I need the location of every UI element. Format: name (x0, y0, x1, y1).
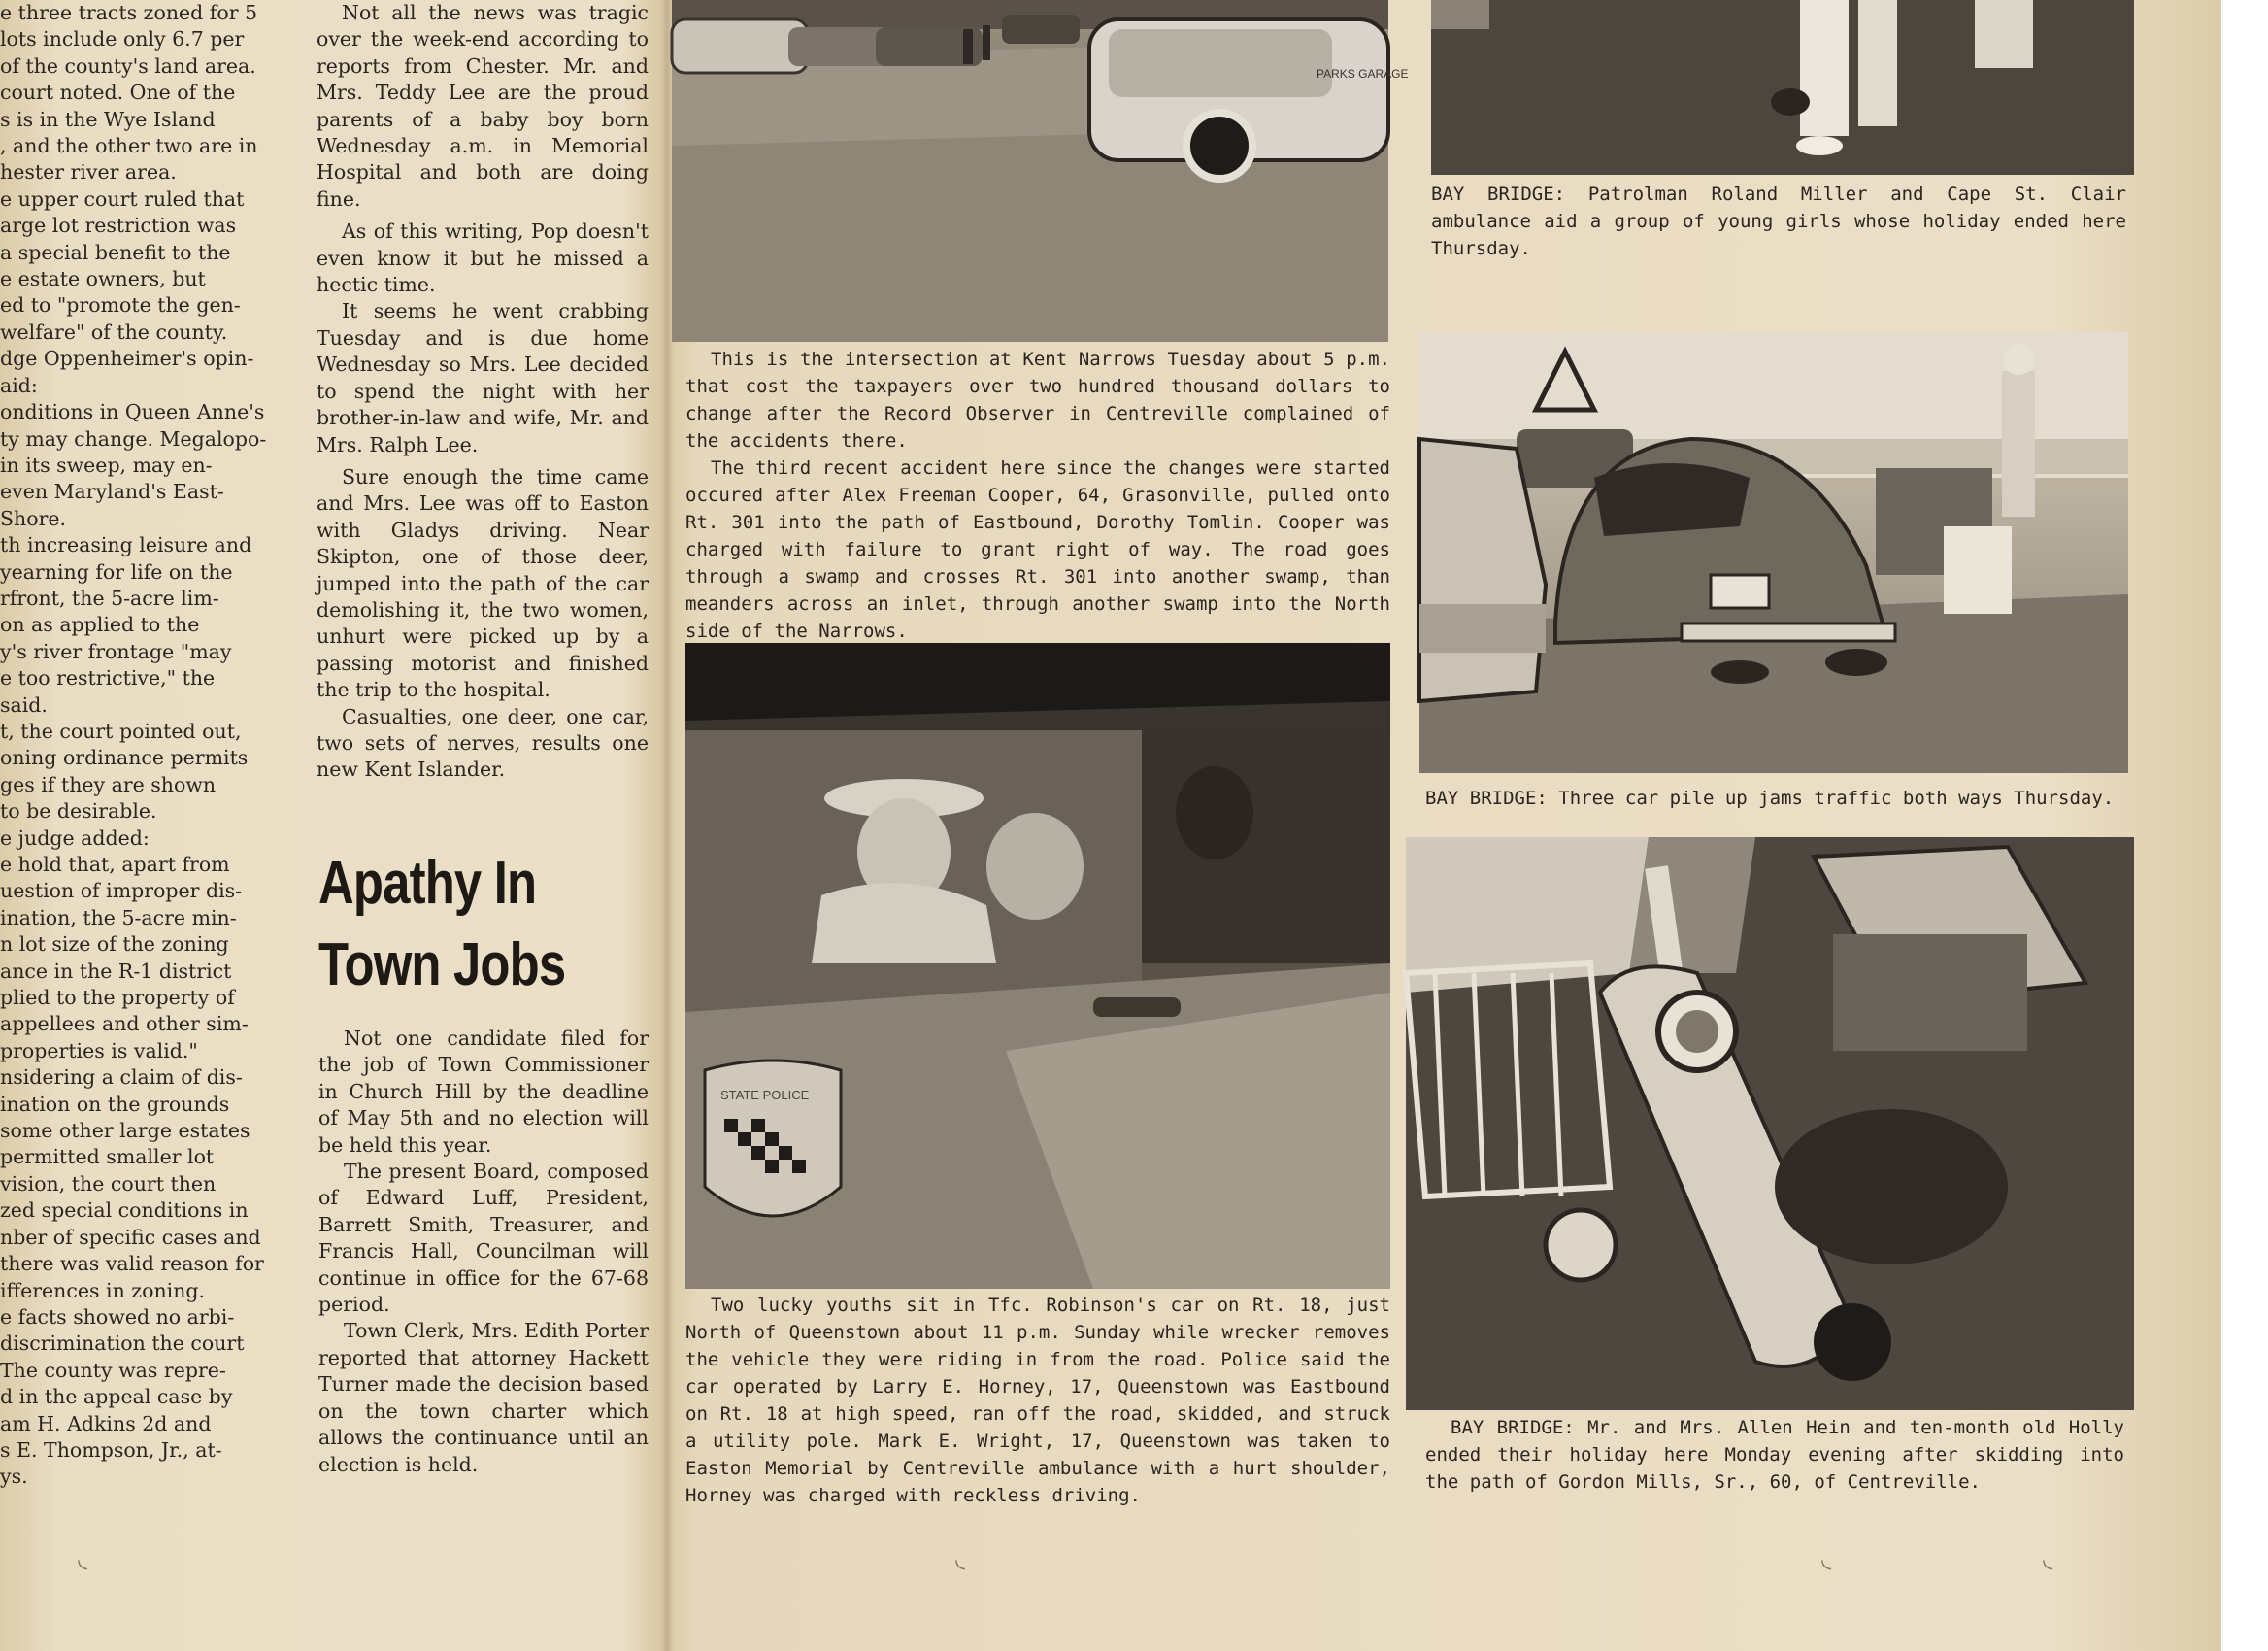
crease-mark: ◟ (78, 1544, 88, 1573)
zoning-line: zed special conditions in (0, 1198, 249, 1223)
zoning-line: am H. Adkins 2d and (0, 1411, 212, 1435)
zoning-line: on as applied to the (0, 613, 200, 637)
zoning-line: , and the other two are in (0, 134, 258, 158)
apathy-story (318, 1026, 649, 1478)
hein-wreck-photo (1406, 837, 2134, 1410)
zoning-line: welfare" of the county. (0, 320, 228, 344)
intersection-illustration (672, 0, 1409, 342)
caption-paragraph: The third recent accident here since the changes were started occured after Alex Freeman Cooper, 64, Grasonville, pulled onto Rt. 301 into the path of Eastbound, Dorothy Tomlin. Cooper was charged with failure to grant right of way. The road goes through a swamp and crosses Rt. 301 into another swamp, than meanders across an inlet, through another swamp into the North side of the Narrows. (685, 457, 1390, 642)
zoning-line: in its sweep, may en- (0, 453, 213, 477)
zoning-line: dge Oppenheimer's opin- (0, 347, 254, 371)
zoning-line: arge lot restriction was (0, 214, 237, 238)
police-car-photo (685, 643, 1390, 1289)
ambulance-aid-illustration (1431, 0, 2134, 175)
zoning-line: e upper court ruled that (0, 186, 245, 211)
zoning-line: ination, the 5-acre min- (0, 905, 237, 929)
zoning-line: permitted smaller lot (0, 1145, 215, 1169)
zoning-article-column (0, 0, 282, 1491)
zoning-line: ifferences in zoning. (0, 1278, 206, 1302)
zoning-line: aid: (0, 373, 38, 397)
zoning-line: y's river frontage "may (0, 639, 232, 663)
intersection-caption (685, 346, 1390, 645)
caption-paragraph: BAY BRIDGE: Mr. and Mrs. Allen Hein and ten-month old Holly ended their holiday here Monday evening after skidding into the path of Gordon Mills, Sr., 60, of Centreville. (1425, 1417, 2124, 1493)
caption-paragraph: This is the intersection at Kent Narrows Tuesday about 5 p.m. that cost the taxpayers over two hundred thousand dollars to change after the Record Observer in Centreville complained of the accidents there. (685, 349, 1390, 452)
zoning-line: s E. Thompson, Jr., at- (0, 1437, 222, 1462)
pileup-illustration (1419, 332, 2128, 773)
zoning-line: court noted. One of the (0, 81, 236, 105)
truck-lettering: PARKS GARAGE (1317, 67, 1409, 81)
zoning-line: plied to the property of (0, 986, 235, 1010)
zoning-line: of the county's land area. (0, 53, 256, 78)
police-caption (685, 1292, 1390, 1509)
birth-paragraph: It seems he went crabbing Tuesday and is due home Wednesday so Mrs. Lee decided to spend the night with her brother-in-law and wife, Mr. and Mrs. Ralph Lee. (317, 299, 649, 456)
headline-line: Apathy In (318, 850, 537, 917)
zoning-line: properties is valid." (0, 1038, 198, 1062)
zoning-line: even Maryland's East- (0, 480, 224, 504)
zoning-line: rfront, the 5-acre lim- (0, 586, 219, 610)
caption-paragraph: BAY BRIDGE: Three car pile up jams traffic both ways Thursday. (1425, 788, 2115, 809)
hein-caption (1425, 1414, 2124, 1496)
zoning-line: some other large estates (0, 1119, 250, 1143)
birth-paragraph: Not all the news was tragic over the week-end according to reports from Chester. Mr. and Mrs. Teddy Lee are the proud parents of a baby boy born Wednesday a.m. in Memorial Hospital and both are doing fine. (317, 1, 649, 211)
zoning-line: lots include only 6.7 per (0, 27, 245, 51)
zoning-line: hester river area. (0, 160, 177, 185)
zoning-line: e facts showed no arbi- (0, 1304, 235, 1329)
apathy-paragraph: Not one candidate filed for the job of Town Commissioner in Church Hill by the deadline of May 5th and no election will be held this year. (318, 1027, 649, 1157)
zoning-line: n lot size of the zoning (0, 932, 229, 957)
zoning-line: said. (0, 692, 48, 717)
apathy-headline (318, 843, 589, 1006)
zoning-line: to be desirable. (0, 799, 157, 824)
caption-paragraph: BAY BRIDGE: Patrolman Roland Miller and Cape St. Clair ambulance aid a group of young girls whose holiday ended here Thursday. (1431, 184, 2126, 259)
zoning-line: there was valid reason for (0, 1252, 264, 1276)
zoning-line: e too restrictive," the (0, 666, 216, 691)
zoning-line: appellees and other sim- (0, 1012, 249, 1036)
zoning-line: ination on the grounds (0, 1092, 230, 1116)
birth-paragraph: Casualties, one deer, one car, two sets of nerves, results one new Kent Islander. (317, 704, 649, 782)
zoning-line: yearning for life on the (0, 559, 233, 584)
intersection-photo (672, 0, 1409, 342)
zoning-line: Shore. (0, 506, 67, 530)
girls-caption (1431, 181, 2126, 262)
zoning-line: nber of specific cases and (0, 1225, 261, 1249)
ambulance-aid-photo (1431, 0, 2134, 175)
zoning-line: a special benefit to the (0, 240, 231, 264)
crease-mark: ◟ (1821, 1544, 1832, 1573)
zoning-line: ys. (0, 1465, 28, 1489)
zoning-line: vision, the court then (0, 1171, 217, 1196)
hein-wreck-illustration (1406, 837, 2134, 1410)
caption-paragraph: Two lucky youths sit in Tfc. Robinson's car on Rt. 18, just North of Queenstown about 11 p.m. Sunday while wrecker removes the vehicle they were riding in from the road. Police said the car operated by Larry E. Horney, 17, Queenstown was Eastbound on Rt. 18 at high speed, ran off the road, skidded, and struck a utility pole. Mark E. Wright, 17, Queenstown was taken to Easton Memorial by Centreville ambulance with a hurt shoulder, Horney was charged with reckless driving. (685, 1295, 1390, 1506)
state-police-badge: STATE POLICE (720, 1088, 810, 1102)
zoning-line: th increasing leisure and (0, 533, 252, 557)
police-car-illustration (685, 643, 1390, 1289)
zoning-line: oning ordinance permits (0, 746, 249, 770)
zoning-line: e estate owners, but (0, 267, 206, 291)
zoning-line: e three tracts zoned for 5 (0, 1, 258, 24)
apathy-paragraph: The present Board, composed of Edward Luff, President, Barrett Smith, Treasurer, and Francis Hall, Councilman will continue in office for the 67-68 period. (318, 1160, 649, 1317)
birth-paragraph: As of this writing, Pop doesn't even know it but he missed a hectic time. (317, 219, 649, 297)
zoning-line: e judge added: (0, 826, 150, 850)
pileup-caption (1425, 785, 2120, 812)
crease-mark: ◟ (2043, 1544, 2053, 1573)
zoning-line: ges if they are shown (0, 772, 217, 796)
apathy-paragraph: Town Clerk, Mrs. Edith Porter reported that attorney Hackett Turner made the decision based on the town charter which allows the continuance until an election is held. (318, 1319, 649, 1476)
crease-mark: ◟ (955, 1544, 966, 1573)
zoning-line: d in the appeal case by (0, 1385, 233, 1409)
zoning-line: uestion of improper dis- (0, 879, 243, 903)
birth-story (317, 0, 649, 784)
zoning-line: discrimination the court (0, 1331, 245, 1356)
zoning-line: onditions in Queen Anne's (0, 400, 265, 424)
pileup-photo (1419, 332, 2128, 773)
zoning-line: ty may change. Megalopo- (0, 426, 267, 451)
zoning-line: The county was repre- (0, 1358, 226, 1382)
zoning-line: e hold that, apart from (0, 853, 230, 876)
zoning-line: t, the court pointed out, (0, 719, 242, 743)
birth-paragraph: Sure enough the time came and Mrs. Lee was off to Easton with Gladys driving. Near Skipton, one of those deer, jumped into the path of the car demolishing it, the two women, unhurt were picked up by a passing motorist and finished the trip to the hospital. (317, 464, 649, 702)
zoning-line: nsidering a claim of dis- (0, 1065, 243, 1090)
zoning-line: ed to "promote the gen- (0, 293, 241, 318)
zoning-line: ance in the R-1 district (0, 959, 232, 983)
zoning-line: s is in the Wye Island (0, 107, 216, 131)
headline-line: Town Jobs (318, 931, 566, 998)
